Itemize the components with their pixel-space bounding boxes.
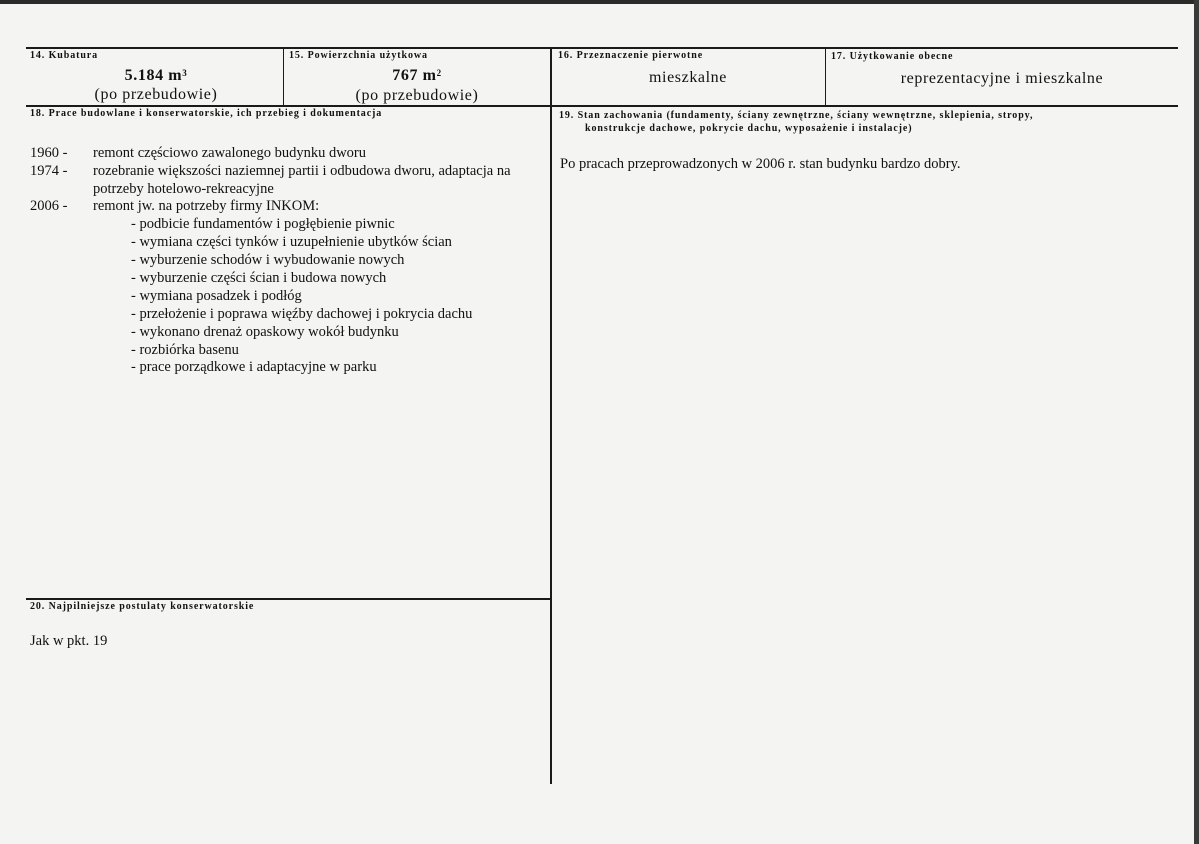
- list-item: - rozbiórka basenu: [131, 342, 239, 358]
- list-item: - wymiana posadzek i podłóg: [131, 288, 302, 304]
- powierzchnia-note: (po przebudowie): [355, 87, 479, 104]
- scan-edge-top: [0, 0, 1199, 4]
- przeznaczenie-value: mieszkalne: [649, 69, 727, 86]
- kubatura-label: 14. Kubatura: [30, 50, 99, 61]
- list-item: - wykonano drenaż opaskowy wokół budynku: [131, 324, 399, 340]
- list-item: - wyburzenie części ścian i budowa nowych: [131, 270, 387, 286]
- powierzchnia-value: 767 $m^2$: [392, 67, 442, 84]
- entry-year: 1974 -: [30, 163, 68, 179]
- prace-label: 18. Prace budowlane i konserwatorskie, ich przebieg i dokumentacja: [30, 108, 383, 119]
- list-item: - podbicie fundamentów i pogłębienie piwnic: [131, 216, 395, 232]
- stan-text: Po pracach przeprowadzonych w 2006 r. stan budynku bardzo dobry.: [560, 156, 961, 172]
- uzytkowanie-label: 17. Użytkowanie obecne: [831, 51, 954, 62]
- entry-text: remont jw. na potrzeby firmy INKOM:: [93, 198, 320, 214]
- stan-label-line1: 19. Stan zachowania (fundamenty, ściany zewnętrzne, ściany wewnętrzne, sklepienia, stropy,: [559, 110, 1034, 121]
- entry-year: 1960 -: [30, 145, 68, 161]
- scan-edge-right: [1194, 0, 1199, 844]
- divider-16-17: [825, 47, 826, 107]
- postulaty-label: 20. Najpilniejsze postulaty konserwatorskie: [30, 601, 255, 612]
- top-rule: [26, 47, 1178, 49]
- sec20-top-rule: [26, 598, 551, 600]
- uzytkowanie-value: reprezentacyjne i mieszkalne: [900, 70, 1104, 87]
- stan-label-line2: konstrukcje dachowe, pokrycie dachu, wyposażenie i instalacje): [585, 123, 913, 134]
- entry-text-continuation: potrzeby hotelowo-rekreacyjne: [93, 181, 274, 197]
- powierzchnia-unit-exponent: 2: [436, 68, 442, 78]
- przeznaczenie-label: 16. Przeznaczenie pierwotne: [558, 50, 704, 61]
- list-item: - prace porządkowe i adaptacyjne w parku: [131, 359, 377, 375]
- postulaty-text: Jak w pkt. 19: [30, 633, 108, 649]
- kubatura-value: 5.184 $m^3$: [124, 67, 188, 84]
- divider-14-15: [283, 47, 284, 107]
- entry-text: rozebranie większości naziemnej partii i odbudowa dworu, adaptacja na: [93, 163, 511, 179]
- row1-bottom-rule: [26, 105, 1178, 107]
- entry-year: 2006 -: [30, 198, 68, 214]
- powierzchnia-label: 15. Powierzchnia użytkowa: [289, 50, 428, 61]
- kubatura-note: (po przebudowie): [94, 86, 218, 103]
- list-item: - wymiana części tynków i uzupełnienie ubytków ścian: [131, 234, 452, 250]
- list-item: - wyburzenie schodów i wybudowanie nowych: [131, 252, 405, 268]
- kubatura-unit-exponent: 3: [182, 68, 188, 78]
- main-divider: [550, 47, 552, 784]
- list-item: - przełożenie i poprawa więźby dachowej i pokrycia dachu: [131, 306, 473, 322]
- entry-text: remont częściowo zawalonego budynku dworu: [93, 145, 367, 161]
